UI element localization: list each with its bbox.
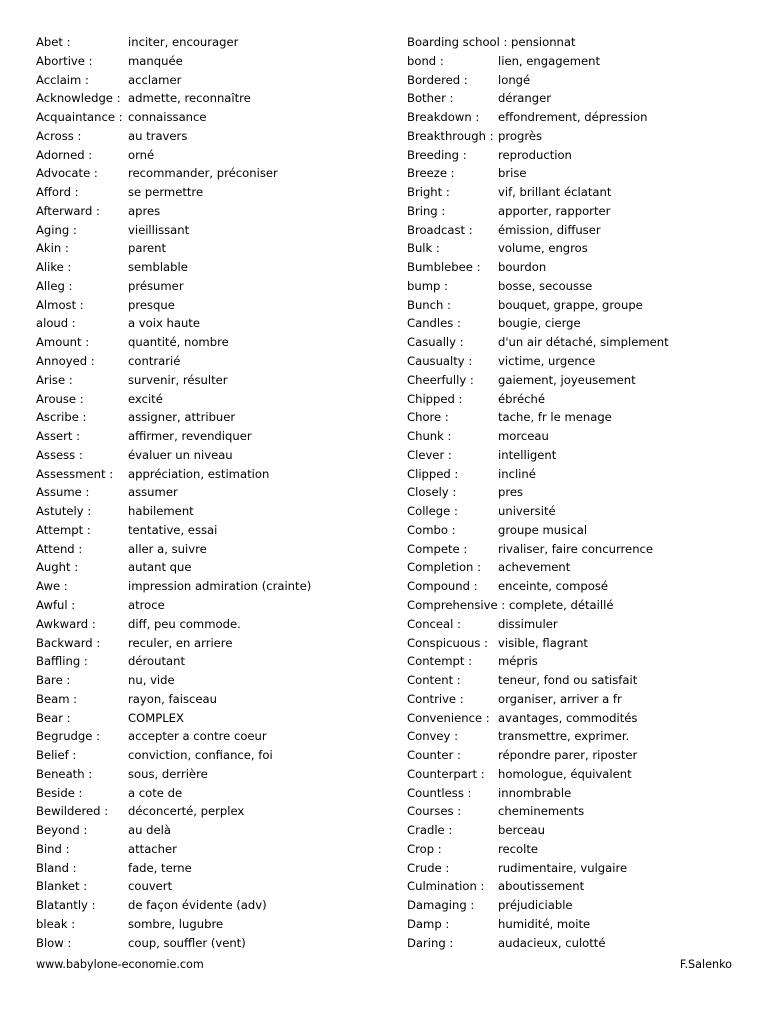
vocab-term: Adorned :	[36, 147, 93, 162]
vocab-entry	[407, 239, 737, 258]
vocab-definition: gaiement, joyeusement	[498, 372, 636, 387]
vocab-definition: visible, flagrant	[498, 635, 588, 650]
vocab-entry	[36, 146, 376, 165]
vocab-term: Abortive :	[36, 53, 93, 68]
vocab-entry	[36, 33, 376, 52]
vocab-definition: reculer, en arriere	[128, 635, 233, 650]
vocab-term: Bear :	[36, 710, 71, 725]
vocab-definition: intelligent	[498, 447, 557, 462]
vocab-definition: contrarié	[128, 354, 181, 369]
vocab-definition: acclamer	[128, 72, 182, 87]
vocab-definition: audacieux, culotté	[498, 935, 606, 950]
vocab-definition: semblable	[128, 260, 188, 275]
vocab-entry	[36, 671, 376, 690]
vocab-entry	[407, 896, 737, 915]
vocab-term: Arouse :	[36, 391, 84, 406]
vocab-term: Contempt :	[407, 654, 473, 669]
vocab-entry	[36, 634, 376, 653]
vocab-term: Bright :	[407, 185, 450, 200]
vocab-term: Counter :	[407, 748, 461, 763]
vocab-entry	[407, 615, 737, 634]
vocab-definition: a cote de	[128, 785, 183, 800]
vocab-term: Breakthrough :	[407, 128, 494, 143]
vocab-definition: déranger	[498, 91, 551, 106]
vocab-definition: reproduction	[498, 147, 572, 162]
vocab-term: Bordered :	[407, 72, 468, 87]
vocab-definition: déconcerté, perplex	[128, 804, 245, 819]
vocab-definition: berceau	[498, 823, 545, 838]
vocab-entry	[407, 765, 737, 784]
vocab-entry	[36, 314, 376, 333]
vocab-term: Blanket :	[36, 879, 88, 894]
vocab-term: Amount :	[36, 335, 90, 350]
vocab-entry	[407, 258, 737, 277]
vocab-entry	[36, 352, 376, 371]
vocab-term: aloud :	[36, 316, 76, 331]
vocab-term: Countless :	[407, 785, 472, 800]
vocab-entry	[407, 164, 737, 183]
vocab-definition: coup, souffler (vent)	[128, 935, 246, 950]
vocab-definition: impression admiration (crainte)	[128, 579, 312, 594]
vocab-entry	[407, 690, 737, 709]
vocab-definition: excité	[128, 391, 163, 406]
vocab-definition: a voix haute	[128, 316, 200, 331]
vocab-definition: apres	[128, 203, 161, 218]
vocab-entry	[36, 540, 376, 559]
vocab-term: Assessment :	[36, 466, 114, 481]
vocab-term: Broadcast :	[407, 222, 473, 237]
vocab-definition: recommander, préconiser	[128, 166, 278, 181]
vocab-term: Chore :	[407, 410, 449, 425]
vocab-entry	[36, 896, 376, 915]
vocab-entry	[36, 390, 376, 409]
vocab-term: Clever :	[407, 447, 452, 462]
vocab-entry	[407, 52, 737, 71]
vocab-term: Crude :	[407, 860, 450, 875]
vocab-term: Daring :	[407, 935, 454, 950]
vocab-definition: apporter, rapporter	[498, 203, 611, 218]
vocab-definition: innombrable	[498, 785, 572, 800]
vocab-term: Blow :	[36, 935, 72, 950]
vocab-entry	[407, 221, 737, 240]
vocab-term: Astutely :	[36, 504, 92, 519]
vocab-term: bleak :	[36, 916, 76, 931]
vocab-term: Alike :	[36, 260, 72, 275]
vocab-definition: complete, détaillé	[509, 597, 614, 612]
vocab-definition: vif, brillant éclatant	[498, 185, 612, 200]
vocab-entry	[36, 277, 376, 296]
vocab-definition: aller a, suivre	[128, 541, 207, 556]
vocab-definition: survenir, résulter	[128, 372, 228, 387]
vocab-term: Combo :	[407, 522, 456, 537]
vocab-term: Bumblebee :	[407, 260, 481, 275]
vocab-term: Baffling :	[36, 654, 88, 669]
vocab-term: Bland :	[36, 860, 77, 875]
vocab-definition: bourdon	[498, 260, 547, 275]
vocab-entry	[407, 146, 737, 165]
vocab-entry	[407, 277, 737, 296]
vocab-term: Convenience :	[407, 710, 490, 725]
vocab-term: Content :	[407, 673, 461, 688]
vocab-definition: habilement	[128, 504, 194, 519]
vocab-definition: pres	[498, 485, 524, 500]
vocab-definition: vieillissant	[128, 222, 190, 237]
vocab-definition: attacher	[128, 841, 177, 856]
vocab-term: Bind :	[36, 841, 70, 856]
vocab-entry	[407, 183, 737, 202]
vocab-entry	[36, 877, 376, 896]
vocab-entry	[407, 521, 737, 540]
vocab-entry	[407, 427, 737, 446]
vocab-term: Acquaintance :	[36, 110, 123, 125]
vocab-term: Afterward :	[36, 203, 100, 218]
vocab-definition: recolte	[498, 841, 539, 856]
vocab-term: Afford :	[36, 185, 79, 200]
vocab-entry	[36, 709, 376, 728]
vocab-definition: homologue, équivalent	[498, 766, 632, 781]
vocab-entry	[407, 577, 737, 596]
vocab-definition: pensionnat	[511, 35, 576, 49]
right-vocabulary-column	[407, 33, 737, 953]
vocab-entry	[407, 840, 737, 859]
vocab-entry	[407, 314, 737, 333]
vocab-entry	[407, 108, 737, 127]
vocab-definition: cheminements	[498, 804, 585, 819]
vocab-term: Blatantly :	[36, 898, 96, 913]
footer-website: www.babylone-economie.com	[36, 958, 204, 971]
vocab-definition: couvert	[128, 879, 173, 894]
vocab-entry	[36, 202, 376, 221]
vocab-term: Candles :	[407, 316, 461, 331]
vocab-term: Cheerfully :	[407, 372, 474, 387]
vocab-entry	[407, 390, 737, 409]
vocab-definition: autant que	[128, 560, 192, 575]
vocab-definition: mépris	[498, 654, 538, 669]
vocab-entry	[407, 127, 737, 146]
vocab-definition: rudimentaire, vulgaire	[498, 860, 628, 875]
vocab-definition: de façon évidente (adv)	[128, 898, 267, 913]
vocab-entry	[36, 784, 376, 803]
vocab-definition: tentative, essai	[128, 522, 218, 537]
vocab-entry	[407, 877, 737, 896]
vocab-definition: émission, diffuser	[498, 222, 601, 237]
vocab-term: Acknowledge :	[36, 91, 121, 106]
vocab-entry	[36, 821, 376, 840]
vocab-term: Advocate :	[36, 166, 98, 181]
vocab-definition: d'un air détaché, simplement	[498, 335, 669, 350]
vocab-entry	[407, 652, 737, 671]
vocab-term: Crop :	[407, 841, 442, 856]
vocab-definition: atroce	[128, 597, 165, 612]
vocab-term: Conspicuous :	[407, 635, 488, 650]
vocab-term: Culmination :	[407, 879, 485, 894]
vocab-definition: sous, derrière	[128, 766, 208, 781]
vocab-term: Akin :	[36, 241, 69, 256]
vocab-entry	[36, 483, 376, 502]
vocab-entry	[407, 296, 737, 315]
vocab-entry	[36, 615, 376, 634]
vocab-entry	[36, 652, 376, 671]
vocab-entry	[36, 371, 376, 390]
vocab-definition: rivaliser, faire concurrence	[498, 541, 654, 556]
vocab-definition: organiser, arriver a fr	[498, 691, 622, 706]
vocab-entry	[407, 446, 737, 465]
vocab-definition: affirmer, revendiquer	[128, 429, 252, 444]
vocab-term: Clipped :	[407, 466, 459, 481]
vocab-definition: manquée	[128, 53, 183, 68]
vocab-entry	[36, 727, 376, 746]
vocab-entry	[407, 821, 737, 840]
vocab-entry	[36, 802, 376, 821]
vocab-entry	[407, 915, 737, 934]
vocab-term: Awe :	[36, 579, 68, 594]
vocab-definition: appréciation, estimation	[128, 466, 270, 481]
vocab-entry	[407, 802, 737, 821]
vocab-term: Chipped :	[407, 391, 463, 406]
vocab-term: Arise :	[36, 372, 73, 387]
vocab-definition: COMPLEX	[128, 710, 184, 725]
vocab-term: Casually :	[407, 335, 464, 350]
vocab-entry	[36, 915, 376, 934]
vocab-term: Assert :	[36, 429, 81, 444]
vocab-entry	[407, 33, 737, 52]
vocab-entry	[407, 502, 737, 521]
vocab-term: Backward :	[36, 635, 101, 650]
vocab-term: Almost :	[36, 297, 84, 312]
footer-author: F.Salenko	[679, 958, 732, 971]
vocab-term: Conceal :	[407, 616, 461, 631]
vocab-term: bond :	[407, 53, 444, 68]
vocab-entry	[36, 502, 376, 521]
vocab-term: Convey :	[407, 729, 458, 744]
vocab-definition: assigner, attribuer	[128, 410, 236, 425]
vocab-definition: rayon, faisceau	[128, 691, 217, 706]
vocab-definition: déroutant	[128, 654, 185, 669]
vocab-entry	[407, 558, 737, 577]
vocab-term: Causualty :	[407, 354, 473, 369]
vocab-entry	[36, 89, 376, 108]
vocab-definition: nu, vide	[128, 673, 175, 688]
vocab-entry	[36, 52, 376, 71]
vocab-entry	[36, 333, 376, 352]
vocab-entry	[36, 859, 376, 878]
vocab-term: Breeding :	[407, 147, 467, 162]
vocab-term: Across :	[36, 128, 82, 143]
vocab-entry	[407, 352, 737, 371]
vocab-definition: avantages, commodités	[498, 710, 638, 725]
vocab-entry	[407, 934, 737, 953]
vocab-definition: diff, peu commode.	[128, 616, 241, 631]
vocab-definition: sombre, lugubre	[128, 916, 224, 931]
vocab-entry	[407, 465, 737, 484]
vocab-definition: incliné	[498, 466, 536, 481]
vocab-definition: aboutissement	[498, 879, 585, 894]
vocab-definition: victime, urgence	[498, 354, 596, 369]
vocab-entry	[36, 934, 376, 953]
vocab-term: Annoyed :	[36, 354, 95, 369]
vocab-entry	[407, 727, 737, 746]
vocab-definition: bougie, cierge	[498, 316, 581, 331]
vocab-term: Bunch :	[407, 297, 451, 312]
vocab-entry	[407, 746, 737, 765]
vocab-entry	[36, 183, 376, 202]
vocab-term: Abet :	[36, 35, 71, 49]
vocab-term: Comprehensive :	[407, 597, 506, 612]
vocab-entry	[407, 671, 737, 690]
vocab-definition: évaluer un niveau	[128, 447, 233, 462]
vocab-term: Beyond :	[36, 823, 88, 838]
vocab-definition: transmettre, exprimer.	[498, 729, 630, 744]
vocab-entry	[407, 859, 737, 878]
vocab-entry	[36, 465, 376, 484]
vocab-term: Begrudge :	[36, 729, 101, 744]
vocab-entry	[407, 483, 737, 502]
left-vocabulary-column	[36, 33, 376, 953]
vocab-term: Aught :	[36, 560, 79, 575]
vocab-definition: bosse, secousse	[498, 278, 593, 293]
vocab-definition: progrès	[498, 128, 543, 143]
vocab-entry	[36, 746, 376, 765]
vocab-term: Attempt :	[36, 522, 91, 537]
vocab-definition: au delà	[128, 823, 171, 838]
vocab-term: Counterpart :	[407, 766, 485, 781]
vocab-term: Boarding school :	[407, 35, 508, 49]
vocab-term: Closely :	[407, 485, 457, 500]
vocab-definition: longé	[498, 72, 531, 87]
vocab-term: Courses :	[407, 804, 462, 819]
vocab-entry	[36, 127, 376, 146]
vocab-term: Belief :	[36, 748, 77, 763]
vocab-term: Chunk :	[407, 429, 452, 444]
vocab-entry	[407, 596, 737, 615]
vocab-definition: fade, terne	[128, 860, 192, 875]
vocab-term: Awful :	[36, 597, 76, 612]
vocab-entry	[36, 164, 376, 183]
vocab-entry	[36, 258, 376, 277]
vocab-term: Cradle :	[407, 823, 453, 838]
vocab-definition: ébréché	[498, 391, 545, 406]
vocab-term: Awkward :	[36, 616, 96, 631]
vocab-definition: assumer	[128, 485, 178, 500]
vocab-entry	[407, 408, 737, 427]
vocab-term: Bulk :	[407, 241, 440, 256]
vocab-definition: volume, engros	[498, 241, 588, 256]
vocab-definition: inciter, encourager	[128, 35, 239, 49]
vocab-entry	[36, 765, 376, 784]
vocab-definition: humidité, moite	[498, 916, 591, 931]
vocab-entry	[36, 577, 376, 596]
vocab-entry	[36, 840, 376, 859]
vocab-entry	[36, 558, 376, 577]
vocab-term: Compound :	[407, 579, 478, 594]
vocab-term: Assume :	[36, 485, 90, 500]
vocab-definition: préjudiciable	[498, 898, 573, 913]
vocab-definition: accepter a contre coeur	[128, 729, 267, 744]
vocab-definition: orné	[128, 147, 155, 162]
vocab-definition: groupe musical	[498, 522, 588, 537]
vocab-term: Assess :	[36, 447, 83, 462]
vocab-term: Bare :	[36, 673, 71, 688]
vocab-entry	[407, 540, 737, 559]
vocab-term: Damp :	[407, 916, 450, 931]
vocab-term: Bother :	[407, 91, 454, 106]
vocab-definition: admette, reconnaître	[128, 91, 251, 106]
vocab-definition: université	[498, 504, 556, 519]
vocab-term: Breeze :	[407, 166, 455, 181]
vocab-entry	[36, 239, 376, 258]
vocab-entry	[407, 634, 737, 653]
vocab-entry	[36, 690, 376, 709]
vocab-definition: enceinte, composé	[498, 579, 608, 594]
vocab-definition: présumer	[128, 278, 184, 293]
vocab-definition: se permettre	[128, 185, 204, 200]
vocab-term: Bewildered :	[36, 804, 109, 819]
vocab-term: Bring :	[407, 203, 446, 218]
vocab-entry	[36, 408, 376, 427]
vocab-entry	[407, 202, 737, 221]
vocab-definition: parent	[128, 241, 167, 256]
vocab-term: Breakdown :	[407, 110, 480, 125]
vocab-entry	[407, 89, 737, 108]
vocab-entry	[36, 296, 376, 315]
vocab-term: Aging :	[36, 222, 77, 237]
vocab-entry	[36, 446, 376, 465]
vocab-entry	[36, 596, 376, 615]
vocab-term: Contrive :	[407, 691, 464, 706]
vocab-definition: tache, fr le menage	[498, 410, 612, 425]
vocab-entry	[36, 71, 376, 90]
vocab-entry	[36, 221, 376, 240]
vocab-term: Completion :	[407, 560, 481, 575]
vocab-term: Acclaim :	[36, 72, 89, 87]
vocab-definition: dissimuler	[498, 616, 558, 631]
vocab-entry	[36, 521, 376, 540]
vocab-term: Damaging :	[407, 898, 475, 913]
vocab-term: Beneath :	[36, 766, 93, 781]
vocab-term: Compete :	[407, 541, 468, 556]
vocab-term: bump :	[407, 278, 448, 293]
vocab-definition: brise	[498, 166, 527, 181]
vocab-term: Beside :	[36, 785, 83, 800]
vocab-term: Beam :	[36, 691, 78, 706]
vocab-entry	[407, 784, 737, 803]
vocab-definition: morceau	[498, 429, 549, 444]
vocab-definition: répondre parer, riposter	[498, 748, 638, 763]
vocab-definition: teneur, fond ou satisfait	[498, 673, 638, 688]
vocab-definition: bouquet, grappe, groupe	[498, 297, 643, 312]
vocab-definition: connaissance	[128, 110, 207, 125]
vocab-term: College :	[407, 504, 458, 519]
vocab-entry	[407, 371, 737, 390]
vocab-entry	[407, 709, 737, 728]
vocab-term: Ascribe :	[36, 410, 87, 425]
vocab-definition: lien, engagement	[498, 53, 601, 68]
vocab-definition: au travers	[128, 128, 188, 143]
vocab-definition: quantité, nombre	[128, 335, 229, 350]
vocab-definition: conviction, confiance, foi	[128, 748, 273, 763]
vocab-definition: achevement	[498, 560, 571, 575]
vocab-definition: presque	[128, 297, 175, 312]
vocab-entry	[407, 71, 737, 90]
vocab-definition: effondrement, dépression	[498, 110, 648, 125]
vocab-term: Attend :	[36, 541, 83, 556]
vocab-entry	[36, 108, 376, 127]
vocab-term: Alleg :	[36, 278, 73, 293]
vocab-entry	[407, 333, 737, 352]
vocab-entry	[36, 427, 376, 446]
